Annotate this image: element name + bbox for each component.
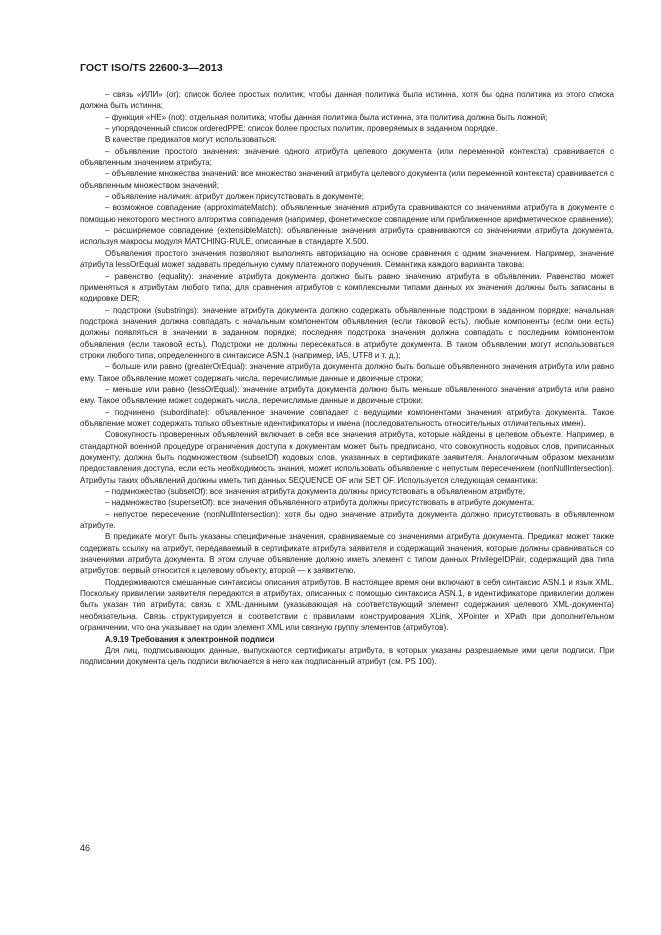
paragraph: – связь «ИЛИ» (or): список более простых политик; чтобы данная политика была истинна, хотя бы одна политика из этого списка должна быть истинна; <box>80 90 614 111</box>
section-subheading: А.9.19 Требования к электронной подписи <box>105 634 275 644</box>
paragraph: – возможное совпадение (approximateMatch): объявленные значения атрибута сравниваются со значениями атрибута в документе с помощью некоторого местного алгоритма совпадения (например, фонетическое совпадение или приближенное арифметическое сравнение); <box>80 203 614 224</box>
body-text <box>80 89 614 668</box>
paragraph: Совокупность проверенных объявлений включает в себя все значения атрибута, которые найдены в целевом объекте. Например, в стандартной военной процедуре ограничения доступа к документам может быть предписано, что совокупность кодовых слов, приписанных документу, должна быть подмножеством (subsetOf) кодовых слов, указанных в сертификате заявителя. Аналогичным образом механизм предоставления доступа, если есть необходимость знания, может использовать объявление с непустым пересечением (nonNullIntersection). Атрибуты таких объявлений должны иметь тип данных SEQUENCE OF или SET OF. Используется следующая семантика: <box>80 430 614 485</box>
paragraph: – объявление простого значения: значение одного атрибута целевого документа (или переменной контекста) сравнивается с объявленным значением атрибута; <box>80 146 614 168</box>
paragraph: – объявление наличия: атрибут должен присутствовать в документе; <box>105 192 364 202</box>
paragraph: Поддерживаются смешанные синтаксисы описания атрибутов. В настоящее время они включают в себя синтаксис ASN.1 и язык XML. Поскольку привилегии заявителя передаются в атрибутах, описанных с помощью синтаксиса ASN.1, в идентификаторе привилегии должен быть указан тип атрибута; связь с XML-данными (указывающая на соответствующий элемент содержания целевого XML-документа) необязательна. Связь структурируется в соответствии с правилами конструирования XLink, XPointer и XPath при дополнительном ограничении, что она указывает на один элемент XML или связную группу элементов (атрибутов). <box>80 577 614 633</box>
paragraph: – равенство (equality): значение атрибута документа должно быть равно значению атрибута в объявлении. Равенство может применяться к атрибутам любого типа; для сравнения атрибутов с комплексными типами данных их значения должны быть записаны в кодировке DER; <box>80 271 614 304</box>
paragraph: – расширяемое совпадение (extensibleMatch): объявленные значения атрибута сравниваются со значениями атрибута документа, используя макросы модуля MATCHING-RULE, описанные в стандарте X.500. <box>80 226 614 247</box>
paragraph: В качестве предикатов могут использоваться: <box>105 135 277 145</box>
paragraph: – подстроки (substrings): значение атрибута документа должно содержать объявленные подстроки в заданном порядке; начальная подстрока значения должна совпадать с начальным компонентом объявления (если таковой есть), любые компоненты (если они есть) должны появляться в значении в заданном порядке; последняя подстрока значения должна совпадать с последним компонентом объявления (если таковой есть). Подстроки не должны пересекаться в атрибуте документа. В таком объявлении могут использоваться строки любого типа, определенного в синтаксисе ASN.1 (например, IA5, UTF8 и т. д.); <box>80 305 614 360</box>
paragraph: – больше или равно (greaterOrEqual): значение атрибута документа должно быть больше объявленного значения атрибута или равно ему. Такое объявление может содержать числа, перечислимые данные и двоичные строки; <box>80 362 614 383</box>
paragraph: – подчинено (subordinate): объявленное значение совпадает с ведущими компонентами значения атрибута документа. Такое объявление может содержать только объектные идентификаторы и имена (последовательность относительных отличительных имен). <box>80 407 614 428</box>
paragraph: – непустое пересечение (nonNullIntersection): хотя бы одно значение атрибута документа должно присутствовать в объявленном атрибуте. <box>80 509 614 531</box>
paragraph: – объявление множества значений: все множество значений атрибута целевого документа (или переменной контекста) сравнивается с объявленным множеством значений; <box>80 169 614 190</box>
paragraph: – упорядоченный список orderedPPE: список более простых политик, проверяемых в заданном порядке. <box>105 124 498 134</box>
paragraph: – надмножество (supersetOf): все значения объявленного атрибута должны присутствовать в атрибуте документа; <box>105 498 535 508</box>
paragraph: – подмножество (subsetOf): все значения атрибута документа должны присутствовать в объявленном атрибуте; <box>105 487 525 497</box>
paragraph: В предикате могут быть указаны специфичные значения, сравниваемые со значениями атрибута документа. Предикат может также содержать ссылку на атрибут, передаваемый в сертификате атрибута заявителя и содержащий значения, которые должны сравниваться со значениями атрибута документа. В этом случае объявление должно иметь элемент с типом данных PrivilegeIDPair, содержащий два типа атрибутов: первый относится к целевому объекту, второй — к заявителю. <box>80 532 614 576</box>
paragraph: – меньше или равно (lessOrEqual): значение атрибута документа должно быть меньше объявленного значения атрибута или равно ему. Такое объявление может содержать числа, перечислимые данные и двоичные строки; <box>80 384 614 406</box>
page-number: 46 <box>80 843 91 853</box>
paragraph: – функция «НЕ» (not): отдельная политика; чтобы данная политика была истинна, эта политика должна быть ложной; <box>105 112 548 122</box>
page-header-title: ГОСТ ISO/TS 22600-3—2013 <box>80 62 223 74</box>
paragraph: Объявления простого значения позволяют выполнять авторизацию на основе сравнения с одним значением. Например, значение атрибута lessOrEqual может задавать предельную сумму платежного поручения. Семантика каждого варианта такова: <box>80 248 614 270</box>
paragraph: Для лиц, подписывающих данные, выпускаются сертификаты атрибута, в которых указаны разрешаемые ими цели подписи. При подписании документа цель подписи включается в него как подписанный атрибут (см. PS 100). <box>80 645 614 667</box>
